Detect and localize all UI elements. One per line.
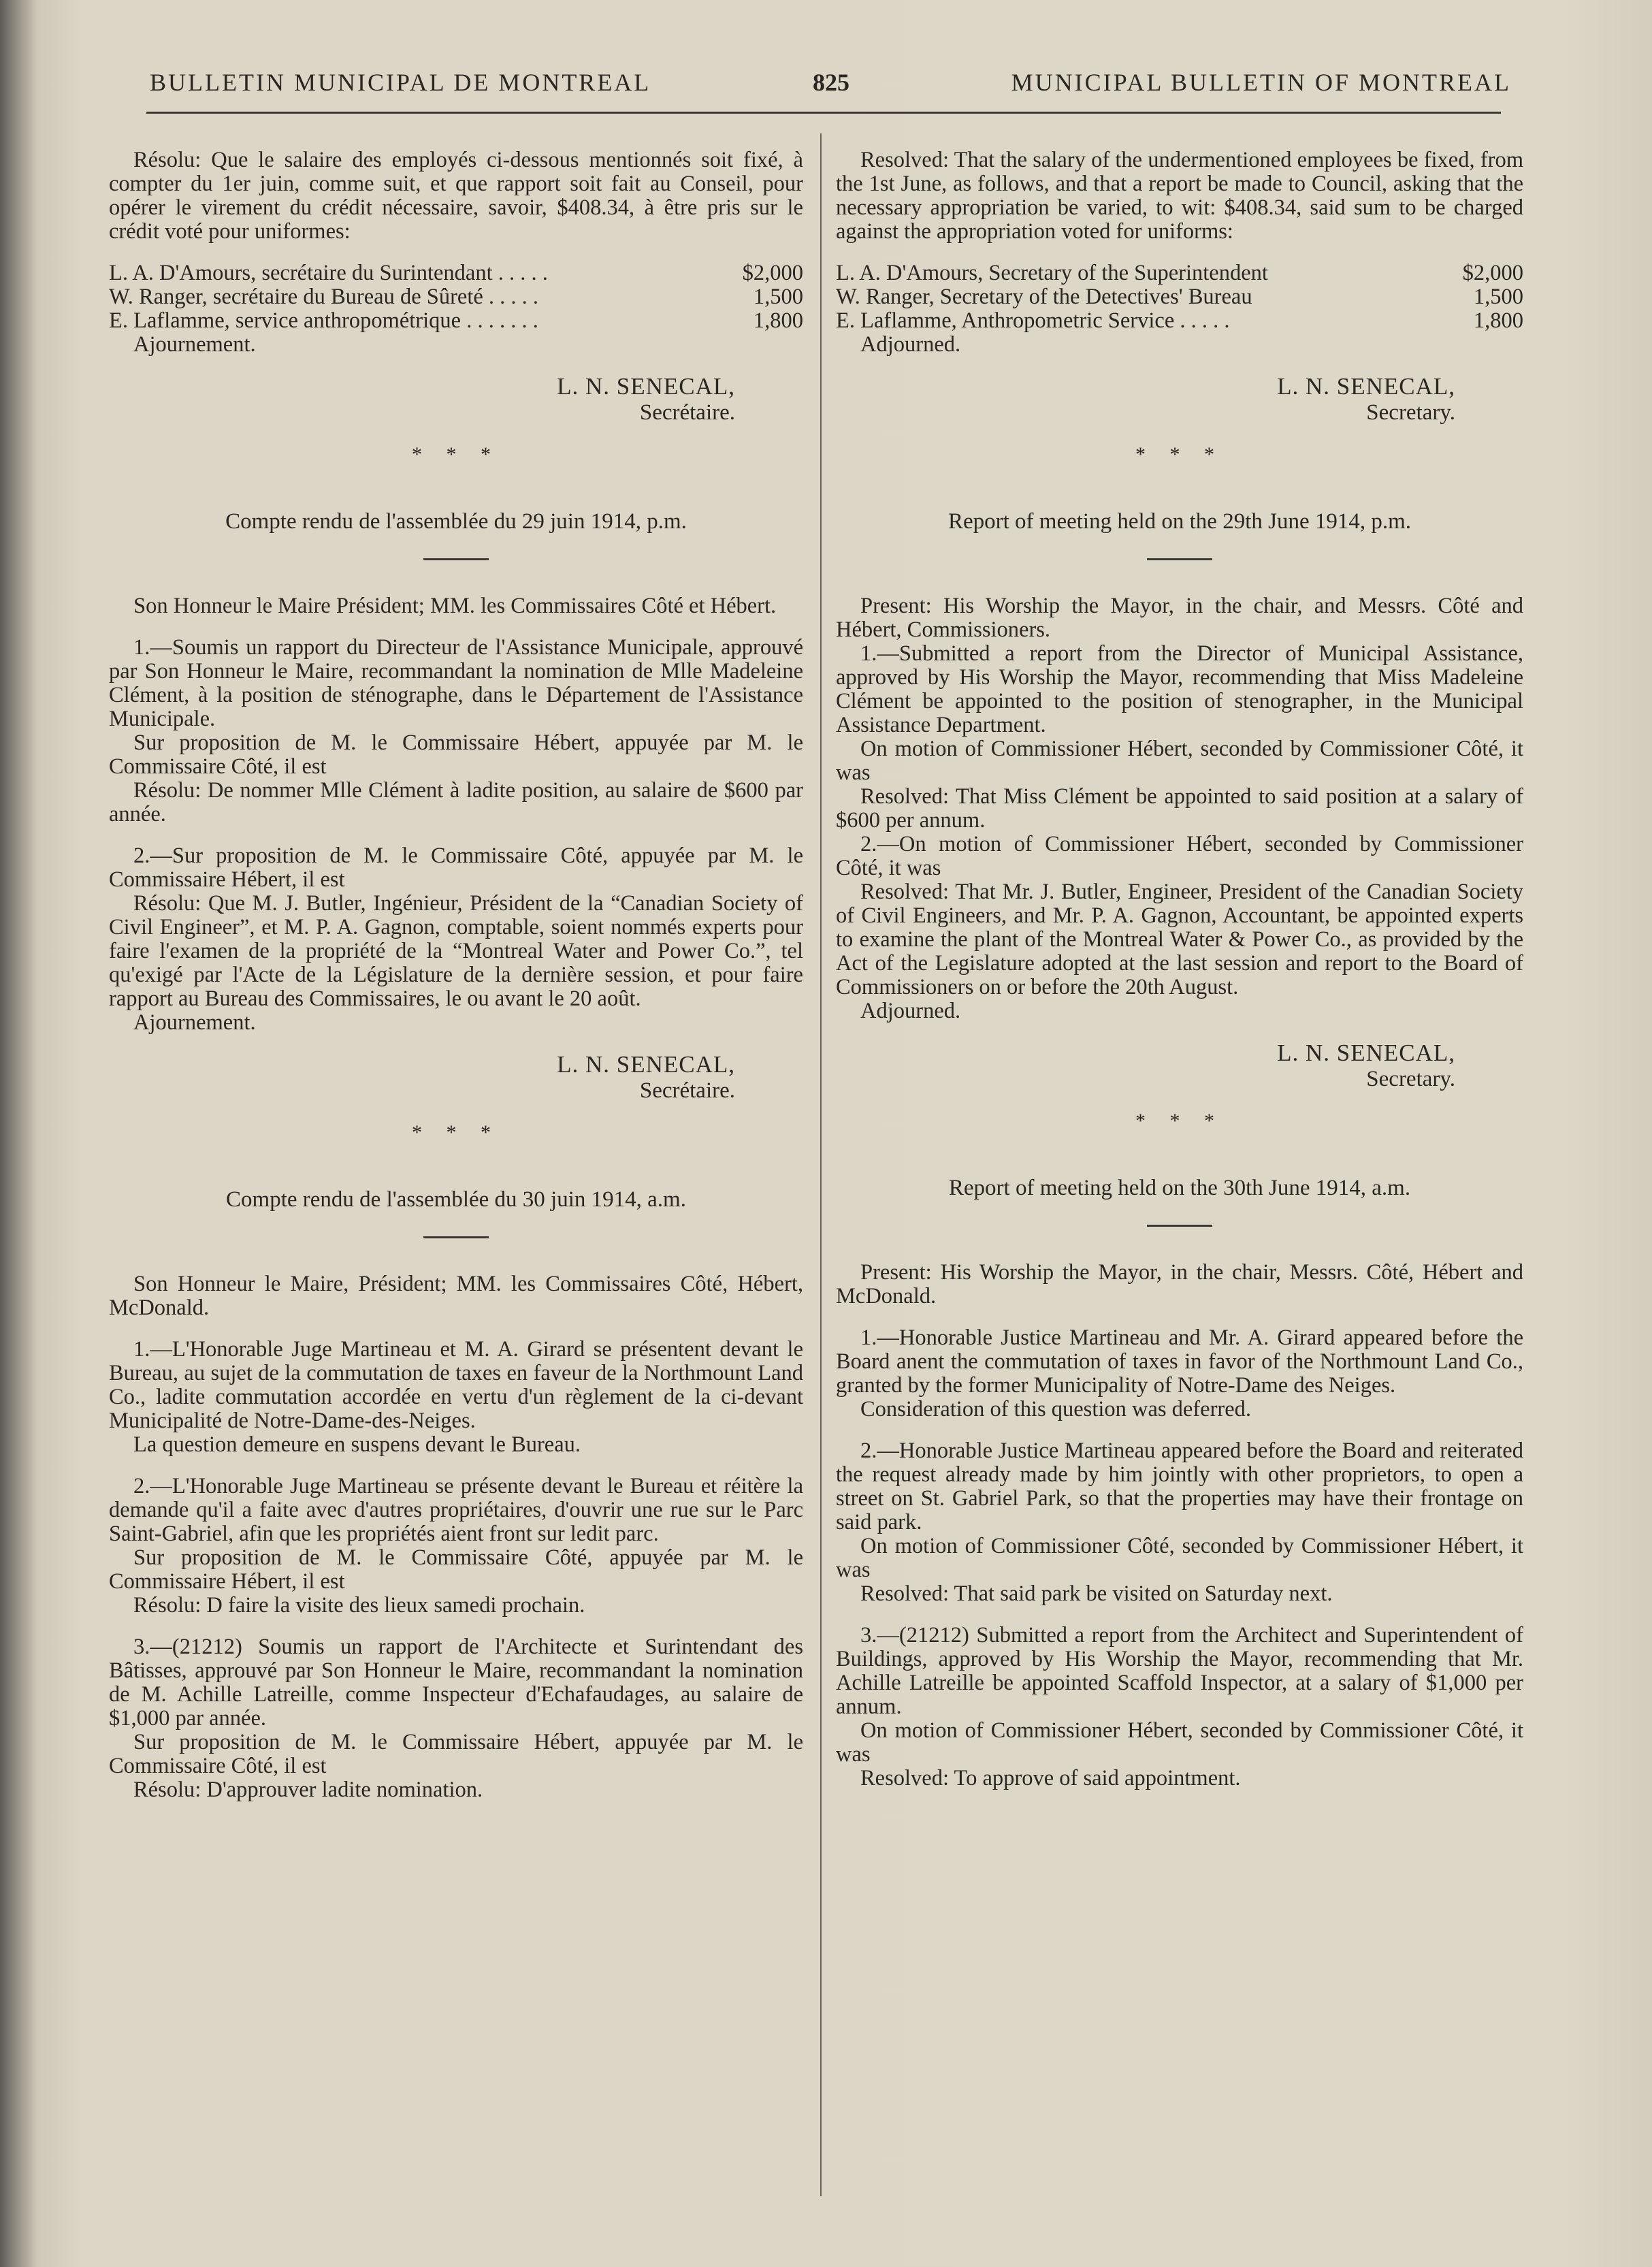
en-note: Consideration of this question was deferred. [860,1397,1252,1421]
en-present: Present: His Worship the Mayor, in the chair, and Messrs. Côté and Hébert, Commissioners. [836,594,1523,642]
en-item: 1.—Submitted a report from the Director of Municipal Assistance, approved by His Worship the Mayor, recommending that Miss Madeleine Clément be appointed to the position of stenographer, in the Municipal Assistance Department. [836,641,1523,737]
en-section-separator: * * * [1135,443,1224,466]
header-right-title: MUNICIPAL BULLETIN OF MONTREAL [1011,69,1511,96]
en-resolution: Resolved: To approve of said appointment. [860,1766,1241,1790]
en-item: 2.—Honorable Justice Martineau appeared before the Board and reiterated the request already made by him jointly with other proprietors, to open a street on St. Gabriel Park, so that the properties may have their frontage on said park. [836,1438,1523,1534]
english-column [836,148,1523,1790]
fr-salary-name: W. Ranger, secrétaire du Bureau de Sûreté . . . . . [109,285,539,309]
page-header [150,68,1511,109]
fr-salary-name: L. A. D'Amours, secrétaire du Surintendant . . . . . [109,261,548,285]
en-item: 2.—On motion of Commissioner Hébert, seconded by Commissioner Côté, it was [836,832,1523,880]
fr-signature-name: L. N. SENECAL, [557,1051,735,1078]
en-section-separator: * * * [1135,1110,1224,1132]
en-salary-amount: 1,800 [1473,308,1523,333]
fr-heading-rule [423,1236,489,1238]
french-column [109,148,803,1802]
header-left-title: BULLETIN MUNICIPAL DE MONTREAL [150,69,651,96]
en-signature [836,1041,1523,1091]
fr-signature [109,1052,803,1103]
en-salary-list [836,261,1523,333]
fr-resolution: Résolu: De nommer Mlle Clément à ladite position, au salaire de $600 par année. [109,778,803,826]
fr-resolution: Résolu: D faire la visite des lieux samedi prochain. [133,1593,585,1618]
en-salary-resolution: Resolved: That the salary of the undermentioned employees be fixed, from the 1st June, as follows, and that a report be made to Council, asking that the necessary appropriation be varied, to wit: $408.34, said sum to be charged against the appropriation voted for uniforms: [836,148,1523,244]
fr-signature-title: Secrétaire. [639,400,735,425]
en-signature [836,374,1523,425]
fr-section-separator: * * * [412,1121,500,1144]
fr-present: Son Honneur le Maire Président; MM. les Commissaires Côté et Hébert. [133,594,777,618]
en-salary-amount: $2,000 [1462,261,1523,285]
column-divider [820,133,822,2196]
en-salary-name: W. Ranger, Secretary of the Detectives' Bureau [836,285,1252,309]
fr-item: 3.—(21212) Soumis un rapport de l'Architecte et Surintendant des Bâtisses, approuvé par Son Honneur le Maire, recommandant la nomination de M. Achille Latreille, comme Inspecteur d'Echafaudages, au salaire de $1,000 par année. [109,1635,803,1731]
en-resolution: Resolved: That Mr. J. Butler, Engineer, President of the Canadian Society of Civil Engineers, and Mr. P. A. Gagnon, Accountant, be appointed experts to examine the plant of the Montreal Water & Power Co., as provided by the Act of the Legislature adopted at the last session and report to the Board of Commissioners on or before the 20th August. [836,880,1523,999]
fr-salary-row [109,309,803,333]
en-item: 3.—(21212) Submitted a report from the Architect and Superintendent of Buildings, approved by His Worship the Mayor, recommending that Mr. Achille Latreille be appointed Scaffold Inspector, at a salary of $1,000 per annum. [836,1623,1523,1719]
fr-meeting-heading: Compte rendu de l'assemblée du 30 juin 1914, a.m. [226,1187,686,1212]
en-meeting-heading: Report of meeting held on the 30th June 1914, a.m. [948,1176,1411,1200]
en-salary-amount: 1,500 [1473,285,1523,309]
fr-item: 2.—Sur proposition de M. le Commissaire Côté, appuyée par M. le Commissaire Hébert, il est [109,843,803,892]
en-signature-name: L. N. SENECAL, [1277,1040,1455,1066]
en-motion: On motion of Commissioner Côté, seconded by Commissioner Hébert, it was [836,1534,1523,1582]
en-resolution: Resolved: That said park be visited on Saturday next. [860,1581,1333,1606]
en-motion: On motion of Commissioner Hébert, seconded by Commissioner Côté, it was [836,737,1523,785]
en-salary-name: E. Laflamme, Anthropometric Service . . . . . [836,308,1230,333]
fr-salary-amount: 1,800 [753,308,803,333]
en-salary-row [836,309,1523,333]
fr-resolution: Résolu: Que M. J. Butler, Ingénieur, Président de la “Canadian Society of Civil Engineer”, et M. P. A. Gagnon, comptable, soient nommés experts pour faire l'examen de la propriété de la “Montreal Water and Power Co.”, tel qu'exigé par l'Acte de la Législature de la dernière session, et pour faire rapport au Bureau des Commissaires, le ou avant le 20 août. [109,891,803,1011]
fr-salary-row [109,285,803,309]
header-rule [146,112,1501,114]
fr-section-separator: * * * [412,443,500,466]
en-present: Present: His Worship the Mayor, in the chair, Messrs. Côté, Hébert and McDonald. [836,1260,1523,1308]
en-resolution: Resolved: That Miss Clément be appointed to said position at a salary of $600 per annum. [836,784,1523,833]
fr-signature [109,374,803,425]
fr-item: 1.—Soumis un rapport du Directeur de l'Assistance Municipale, approuvé par Son Honneur le Maire, recommandant la nomination de Mlle Madeleine Clément, à la position de sténographe, dans le Département de l'Assistance Municipale. [109,635,803,731]
en-heading-rule [1147,558,1212,560]
en-meeting-heading: Report of meeting held on the 29th June 1914, p.m. [948,509,1412,534]
fr-heading-rule [423,558,489,560]
en-signature-name: L. N. SENECAL, [1277,373,1455,400]
en-signature-title: Secretary. [1366,400,1455,425]
fr-salary-amount: $2,000 [742,261,803,285]
fr-item: 2.—L'Honorable Juge Martineau se présente devant le Bureau et réitère la demande qu'il a faite avec d'autres propriétaires, d'ouvrir une rue sur le Parc Saint-Gabriel, afin que les propriétés aient front sur ledit parc. [109,1474,803,1546]
fr-signature-name: L. N. SENECAL, [557,373,735,400]
en-signature-title: Secretary. [1366,1067,1455,1091]
fr-salary-resolution: Résolu: Que le salaire des employés ci-dessous mentionnés soit fixé, à compter du 1er juin, comme suit, et que rapport soit fait au Conseil, pour opérer le virement du crédit nécessaire, savoir, $408.34, à être pris sur le crédit voté pour uniformes: [109,148,803,244]
fr-adjournment: Ajournement. [133,1010,256,1035]
fr-motion: Sur proposition de M. le Commissaire Côté, appuyée par M. le Commissaire Hébert, il est [109,1545,803,1594]
fr-present: Son Honneur le Maire, Président; MM. les Commissaires Côté, Hébert, McDonald. [109,1272,803,1320]
fr-motion: Sur proposition de M. le Commissaire Hébert, appuyée par M. le Commissaire Côté, il est [109,1730,803,1778]
fr-salary-amount: 1,500 [753,285,803,309]
fr-salary-row [109,261,803,285]
en-adjournment: Adjourned. [860,999,961,1023]
fr-salary-list [109,261,803,333]
fr-item: 1.—L'Honorable Juge Martineau et M. A. Girard se présentent devant le Bureau, au sujet de la commutation de taxes en faveur de la Northmount Land Co., ladite commutation accordée en vertu d'un règlement de la ci-devant Municipalité de Notre-Dame-des-Neiges. [109,1337,803,1433]
fr-salary-name: E. Laflamme, service anthropométrique . . . . . . . [109,308,538,333]
en-motion: On motion of Commissioner Hébert, seconded by Commissioner Côté, it was [836,1718,1523,1767]
en-heading-rule [1147,1225,1212,1227]
fr-note: La question demeure en suspens devant le Bureau. [133,1432,581,1457]
en-salary-name: L. A. D'Amours, Secretary of the Superintendent [836,261,1268,285]
fr-adjournment: Ajournement. [133,332,256,357]
en-salary-row [836,261,1523,285]
en-adjournment: Adjourned. [860,332,961,357]
fr-resolution: Résolu: D'approuver ladite nomination. [133,1778,483,1802]
fr-signature-title: Secrétaire. [639,1078,735,1103]
fr-motion: Sur proposition de M. le Commissaire Hébert, appuyée par M. le Commissaire Côté, il est [109,730,803,779]
fr-meeting-heading: Compte rendu de l'assemblée du 29 juin 1914, p.m. [225,509,687,534]
page-number: 825 [812,69,849,96]
en-salary-row [836,285,1523,309]
en-item: 1.—Honorable Justice Martineau and Mr. A. Girard appeared before the Board anent the commutation of taxes in favor of the Northmount Land Co., granted by the former Municipality of Notre-Dame des Neiges. [836,1325,1523,1398]
